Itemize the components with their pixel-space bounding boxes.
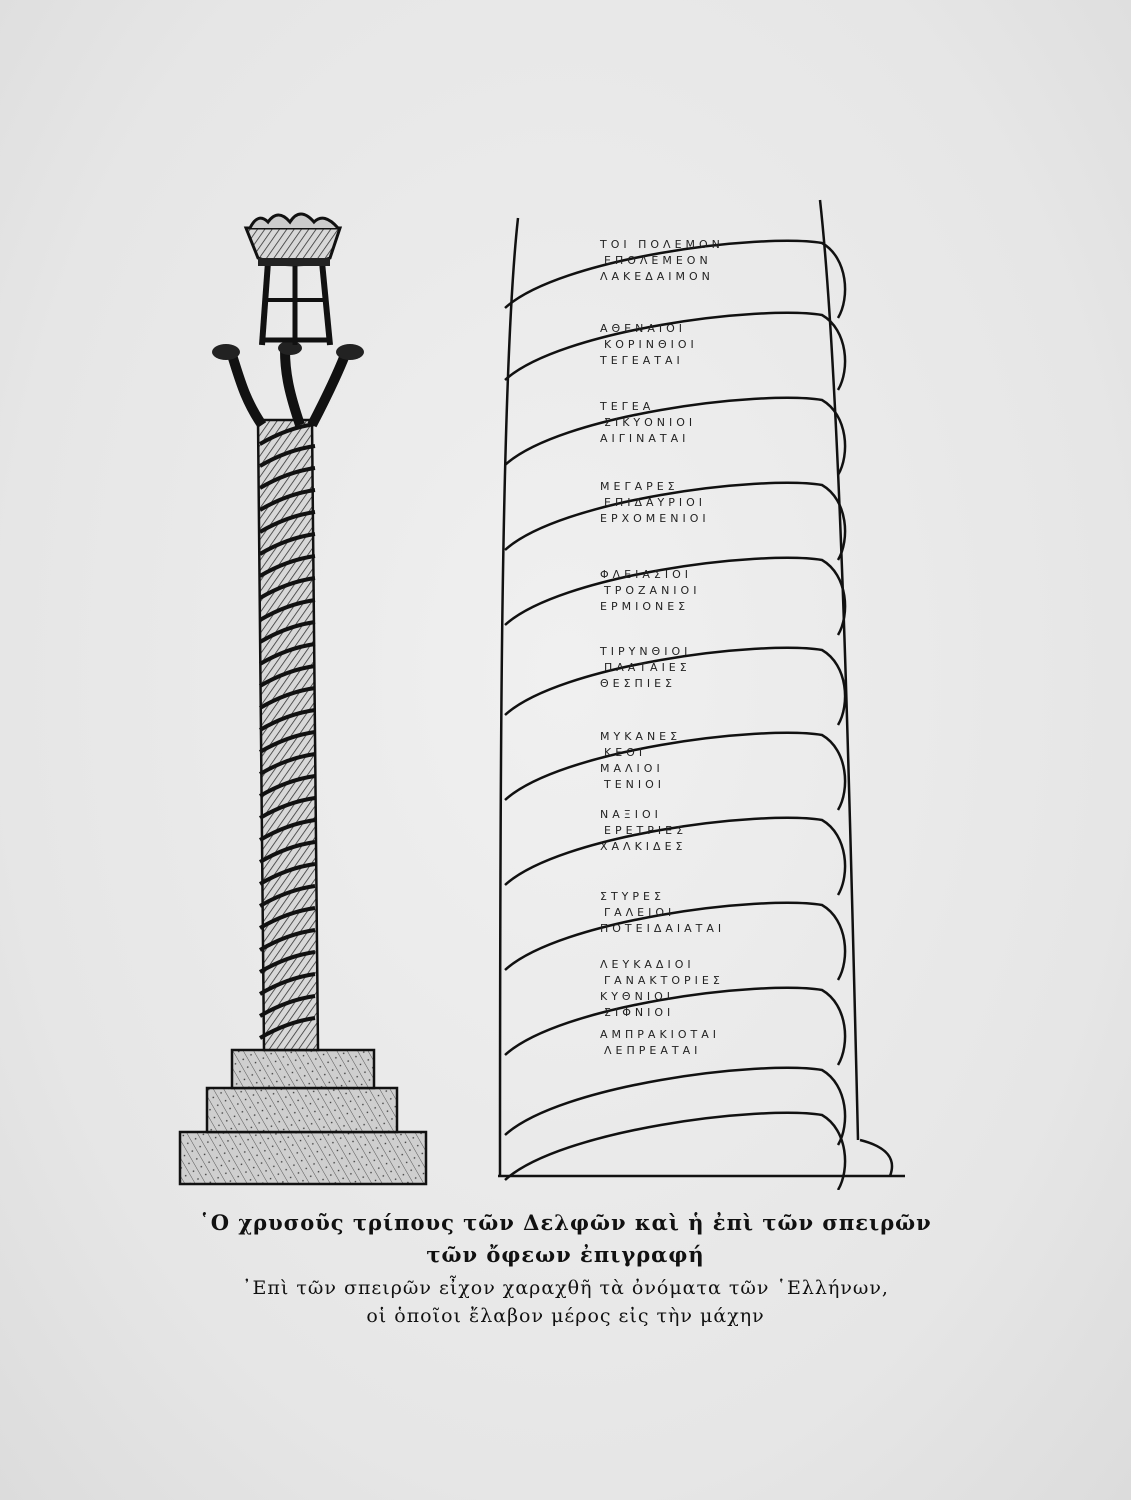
inscription-line: ΦΛΕΙΑΣΙΟΙ xyxy=(600,568,692,581)
inscription-group xyxy=(599,645,691,690)
inscription-line: ΤΡΟΖΑΝΙΟΙ xyxy=(604,584,701,597)
inscription-line: ΚΟΡΙΝΘΙΟΙ xyxy=(604,338,698,351)
inscription-group xyxy=(600,808,687,853)
base-step-top xyxy=(232,1050,374,1088)
inscription-line: ΧΑΛΚΙΔΕΣ xyxy=(600,840,687,853)
inscription-line: ΓΑΝΑΚΤΟΡΙΕΣ xyxy=(604,974,724,987)
inscription-line: ΣΙΦΝΙΟΙ xyxy=(604,1006,675,1019)
inscription-line: ΣΙΚΥΟΝΙΟΙ xyxy=(604,416,697,429)
serpent-column-drawing xyxy=(180,214,426,1184)
serpent-coils-drawing xyxy=(498,200,905,1190)
inscription-line: ΤΟΙ ΠΟΛΕΜΟΝ xyxy=(600,238,724,251)
inscription-line: ΕΠΙΔΑΥΡΙΟΙ xyxy=(604,496,707,509)
inscription-group xyxy=(600,730,681,791)
inscription-line: ΑΘΕΝΑΙΟΙ xyxy=(600,322,687,335)
caption-title-line-1: ῾Ο χρυσοῦς τρίπους τῶν Δελφῶν καὶ ἡ ἐπὶ τῶν σπειρῶν xyxy=(199,1210,932,1235)
inscription-line: ΜΑΛΙΟΙ xyxy=(600,762,664,775)
inscription-line: ΤΕΓΕΑΤΑΙ xyxy=(600,354,684,367)
inscription-line: ΠΟΤΕΙΔΑΙΑΤΑΙ xyxy=(600,922,726,935)
coil-band xyxy=(505,733,845,810)
caption-subtitle-line-1: ᾿Επὶ τῶν σπειρῶν εἶχον χαραχθῆ τὰ ὀνόματα τῶν ῾Ελλήνων, xyxy=(242,1277,889,1299)
inscription-line: ΕΡΧΟΜΕΝΙΟΙ xyxy=(600,512,710,525)
inscription-line: ΑΜΠΡΑΚΙΟΤΑΙ xyxy=(600,1028,721,1041)
inscription-line: ΛΑΚΕΔΑΙΜΟΝ xyxy=(600,270,714,283)
caption-title-line-2: τῶν ὄφεων ἐπιγραφή xyxy=(426,1242,705,1267)
inscription-line: ΚΕΟΙ xyxy=(604,746,647,759)
inscription-groups xyxy=(599,238,725,1057)
inscription-line: ΕΡΜΙΟΝΕΣ xyxy=(600,600,690,613)
inscription-line: ΕΡΕΤΡΙΕΣ xyxy=(604,824,688,837)
caption-subtitle-line-2: οἱ ὁποῖοι ἔλαβον μέρος εἰς τὴν μάχην xyxy=(366,1305,765,1327)
inscription-line: ΓΑΛΕΙΟΙ xyxy=(604,906,676,919)
inscription-line: ΣΤΥΡΕΣ xyxy=(600,890,665,903)
inscription-line: ΛΕΠΡΕΑΤΑΙ xyxy=(604,1044,702,1057)
inscription-line: ΜΥΚΑΝΕΣ xyxy=(600,730,682,743)
inscription-line: ΛΕΥΚΑΔΙΟΙ xyxy=(600,958,695,971)
inscription-group xyxy=(600,480,710,525)
inscription-line: ΜΕΓΑΡΕΣ xyxy=(600,480,679,493)
inscription-group xyxy=(599,238,724,283)
inscription-group xyxy=(600,890,725,935)
coil-band xyxy=(505,1068,845,1145)
base-step-middle xyxy=(207,1088,397,1132)
inscription-line: ΤΕΓΕΑ xyxy=(600,400,655,413)
base-step-bottom xyxy=(180,1132,426,1184)
inscription-group xyxy=(599,322,698,367)
inscription-line: ΚΥΘΝΙΟΙ xyxy=(600,990,674,1003)
inscription-line: ΝΑΞΙΟΙ xyxy=(600,808,662,821)
inscription-line: ΕΠΟΛΕΜΕΟΝ xyxy=(604,254,712,267)
inscription-group xyxy=(600,568,700,613)
inscription-line: ΤΕΝΙΟΙ xyxy=(604,778,666,791)
coil-band xyxy=(505,1113,845,1190)
inscription-line: ΠΛΑΤΑΙΕΣ xyxy=(604,661,691,674)
inscription-line: ΘΕΣΠΙΕΣ xyxy=(600,677,676,690)
inscription-group xyxy=(600,1028,720,1057)
inscription-group xyxy=(600,958,724,1019)
inscription-line: ΑΙΓΙΝΑΤΑΙ xyxy=(600,432,690,445)
inscription-line: ΤΙΡΥΝΘΙΟΙ xyxy=(600,645,692,658)
